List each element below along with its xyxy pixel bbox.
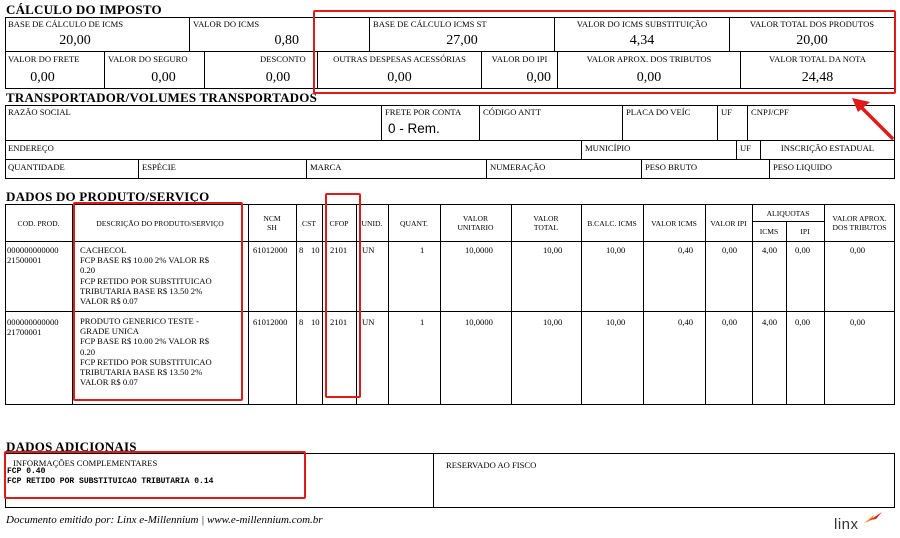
field-marca <box>307 160 487 179</box>
desc-line: 0.20 <box>80 265 96 276</box>
field-label: VALOR DO ICMS SUBSTITUIÇÃO <box>576 19 708 29</box>
cell-cst: 8 <box>299 245 304 255</box>
cell-cod-prod: 000000000000 <box>7 317 59 327</box>
header-bcalc-icms: B.CALC. ICMS <box>587 218 637 228</box>
field-inscricao-estadual <box>761 141 895 160</box>
header-ncm-sh: NCM SH <box>263 214 281 232</box>
field-label: QUANTIDADE <box>8 162 65 172</box>
field-label: MUNICÍPIO <box>585 143 631 153</box>
field-label: PESO LIQUIDO <box>773 162 832 172</box>
cell-cod-prod: 000000000000 <box>7 245 59 255</box>
section-title-produtos: DADOS DO PRODUTO/SERVIÇO <box>6 189 210 204</box>
section-title-transportador: TRANSPORTADOR/VOLUMES TRANSPORTADOS <box>6 90 318 105</box>
cell-ncm: 61012000 <box>253 245 288 255</box>
cell-valor-total: 10,00 <box>543 317 563 327</box>
field-label: VALOR DO IPI <box>491 54 548 64</box>
cell-valor-total: 10,00 <box>543 245 563 255</box>
field-valor-seguro <box>105 52 205 89</box>
cell-valor-ipi: 0,00 <box>722 245 738 255</box>
section-title-adicionais: DADOS ADICIONAIS <box>6 439 137 454</box>
cell-cst-2: 10 <box>311 317 320 327</box>
field-label: MARCA <box>310 162 342 172</box>
field-especie <box>139 160 307 179</box>
desc-line: VALOR R$ 0.07 <box>80 377 138 388</box>
footer-text: Documento emitido por: Linx e-Millennium | www.e-millennium.com.br <box>6 514 323 526</box>
cell-cst-2: 10 <box>311 245 320 255</box>
field-peso-bruto <box>642 160 770 179</box>
desc-line: CACHECOL <box>80 245 127 255</box>
field-value: 0,00 <box>387 70 412 85</box>
field-label: BASE DE CÁLCULO ICMS ST <box>373 19 487 29</box>
field-desconto <box>205 52 318 89</box>
field-label: VALOR DO FRETE <box>8 54 80 64</box>
desc-line: FCP RETIDO POR SUBSTITUICAO <box>80 275 212 286</box>
field-value: 0,00 <box>30 70 55 85</box>
info-complementares-label: INFORMAÇÕES COMPLEMENTARES <box>13 458 158 468</box>
field-label: CÓDIGO ANTT <box>483 107 542 117</box>
desc-line: VALOR R$ 0.07 <box>80 296 138 307</box>
highlight-box-descricao <box>73 202 243 401</box>
field-value: 0,00 <box>526 70 551 85</box>
header-aliq-ipi: IPI <box>800 227 810 236</box>
info-line: FCP 0.40 <box>7 467 46 476</box>
field-label: ESPÉCIE <box>142 162 176 172</box>
cell-aliq-ipi: 0,00 <box>795 317 811 327</box>
header-valor-ipi: VALOR IPI <box>710 218 747 228</box>
desc-line: PRODUTO GENERICO TESTE - <box>80 316 199 326</box>
reservado-fisco-label: RESERVADO AO FISCO <box>446 460 537 470</box>
field-label: UF <box>740 143 751 153</box>
header-cfop: CFOP <box>329 218 349 228</box>
desc-line: FCP BASE R$ 10.00 2% VALOR R$ <box>80 336 210 347</box>
field-label: VALOR DO ICMS <box>193 19 260 29</box>
highlight-box-cfop <box>325 193 361 398</box>
field-label: PLACA DO VEÍC <box>626 107 691 117</box>
cell-quant: 1 <box>420 317 425 327</box>
desc-line: FCP BASE R$ 10.00 2% VALOR R$ <box>80 255 210 266</box>
field-label: RAZÃO SOCIAL <box>8 107 71 117</box>
field-uf <box>718 105 748 141</box>
field-municipio <box>582 141 737 160</box>
field-label: VALOR APROX. DOS TRIBUTOS <box>586 54 712 64</box>
linx-logo <box>832 511 892 535</box>
field-label: PESO BRUTO <box>645 162 698 172</box>
arrow-icon <box>850 92 896 142</box>
field-valor-frete <box>5 52 105 89</box>
field-label: VALOR TOTAL DA NOTA <box>769 54 866 64</box>
field-codigo-antt <box>480 105 623 141</box>
cell-bcalc: 10,00 <box>606 317 626 327</box>
field-label: VALOR TOTAL DOS PRODUTOS <box>749 19 875 29</box>
field-value: 4,34 <box>629 33 655 48</box>
field-label: INSCRIÇÃO ESTADUAL <box>780 143 875 153</box>
header-aliq-icms: ICMS <box>759 227 779 236</box>
field-value: 0,80 <box>274 33 299 48</box>
field-value: 27,00 <box>446 33 478 48</box>
field-razao-social <box>5 105 382 141</box>
cell-valor-aprox: 0,00 <box>850 317 866 327</box>
header-valor-icms: VALOR ICMS <box>651 218 697 228</box>
cell-valor-icms: 0,40 <box>678 317 694 327</box>
cell-cfop: 2101 <box>330 245 348 255</box>
field-label: NUMERAÇÃO <box>490 162 546 172</box>
cell-valor-ipi: 0,00 <box>722 317 738 327</box>
linx-swoosh-icon <box>862 511 884 525</box>
cell-cfop: 2101 <box>330 317 348 327</box>
header-unid: UNID. <box>361 218 383 228</box>
field-frete-por-conta <box>382 105 480 141</box>
field-value: 0,00 <box>636 70 662 85</box>
header-descricao: DESCRIÇÃO DO PRODUTO/SERVIÇO <box>96 218 224 228</box>
highlight-box-tax-totals <box>313 10 896 94</box>
field-label: ENDEREÇO <box>8 143 54 153</box>
cell-valor-unitario: 10,0000 <box>465 317 493 327</box>
linx-logo-text: linx <box>834 516 859 533</box>
field-label: FRETE POR CONTA <box>385 107 462 117</box>
desc-line: TRIBUTARIA BASE R$ 13.50 2% <box>80 367 203 378</box>
field-placa-veiculo <box>623 105 718 141</box>
adicionais-divider <box>433 453 434 508</box>
cell-ncm: 61012000 <box>253 317 288 327</box>
header-valor-aprox: VALOR APROX. DOS TRIBUTOS <box>832 214 887 232</box>
desc-line: TRIBUTARIA BASE R$ 13.50 2% <box>80 285 203 296</box>
field-value: 0,00 <box>265 70 291 85</box>
section-title-imposto: CÁLCULO DO IMPOSTO <box>6 2 162 17</box>
cell-aliq-icms: 4,00 <box>762 245 778 255</box>
field-label: UF <box>721 107 732 117</box>
field-uf-2 <box>737 141 761 160</box>
desc-line: 0.20 <box>80 346 96 357</box>
field-label: VALOR DO SEGURO <box>108 54 188 64</box>
header-cst: CST <box>302 218 316 228</box>
field-value: 0 - Rem. <box>388 121 440 136</box>
header-aliquotas: ALIQUOTAS <box>766 208 810 218</box>
cell-unid: UN <box>362 317 375 327</box>
info-line: FCP RETIDO POR SUBSTITUICAO TRIBUTARIA 0.14 <box>7 476 214 486</box>
cell-valor-icms: 0,40 <box>678 245 694 255</box>
field-quantidade <box>5 160 139 179</box>
field-value: 24,48 <box>801 70 834 85</box>
field-label: BASE DE CÁLCULO DE ICMS <box>8 19 124 29</box>
cell-aliq-ipi: 0,00 <box>795 245 811 255</box>
header-valor-unitario: VALOR UNITARIO <box>457 214 494 232</box>
field-numeracao <box>487 160 642 179</box>
cell-bcalc: 10,00 <box>606 245 626 255</box>
header-cod-prod: COD. PROD. <box>17 218 60 228</box>
cell-cod-prod-2: 21700001 <box>7 327 42 337</box>
field-value: 20,00 <box>796 33 828 48</box>
header-quant: QUANT. <box>400 218 428 228</box>
field-peso-liquido <box>770 160 895 179</box>
field-label: CNPJ/CPF <box>751 107 789 117</box>
cell-valor-aprox: 0,00 <box>850 245 866 255</box>
field-endereco <box>5 141 582 160</box>
highlight-box-info-complementares <box>4 451 306 499</box>
header-valor-total: VALOR TOTAL <box>533 214 559 232</box>
cell-valor-unitario: 10,0000 <box>465 245 493 255</box>
cell-cst: 8 <box>299 317 304 327</box>
field-label: OUTRAS DESPESAS ACESSÓRIAS <box>333 54 466 64</box>
cell-quant: 1 <box>420 245 425 255</box>
field-base-calculo-icms <box>5 17 190 52</box>
cell-aliq-icms: 4,00 <box>762 317 778 327</box>
desc-line: GRADE UNICA <box>80 326 139 337</box>
col-line <box>786 221 787 405</box>
field-label: DESCONTO <box>260 54 306 64</box>
desc-line: FCP RETIDO POR SUBSTITUICAO <box>80 356 212 367</box>
cell-unid: UN <box>362 245 375 255</box>
field-value: 20,00 <box>59 33 91 48</box>
cell-cod-prod-2: 21500001 <box>7 255 42 265</box>
field-value: 0,00 <box>151 70 176 85</box>
